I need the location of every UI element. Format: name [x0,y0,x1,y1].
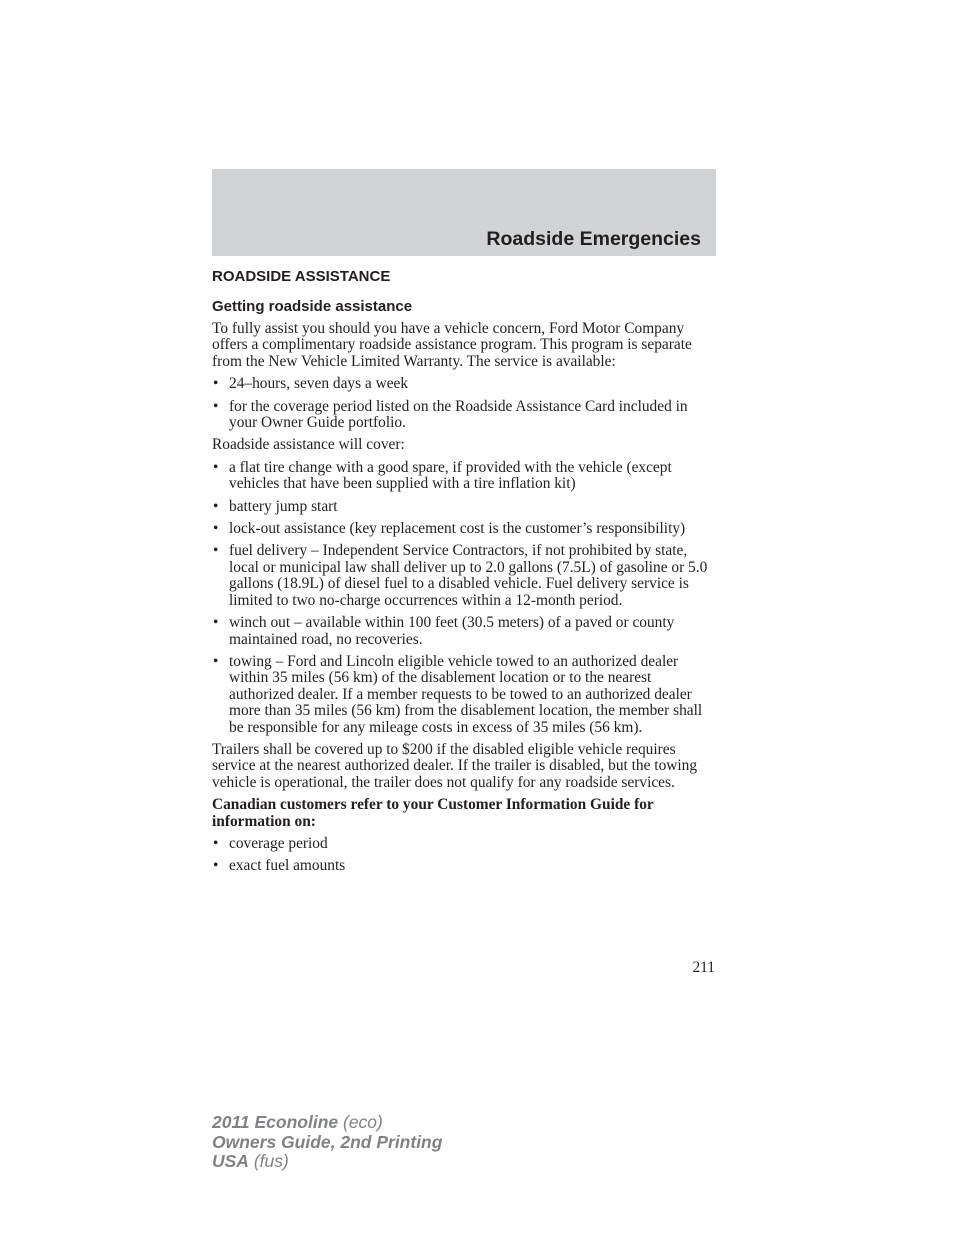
intro-paragraph: To fully assist you should you have a vehicle concern, Ford Motor Company offers a complimentary roadside assistance program. This program is separate from the New Vehicle Limited Warranty. The service is available: [212,320,692,370]
availability-list [212,376,718,431]
section-heading: ROADSIDE ASSISTANCE [212,268,391,285]
bullet-icon: • [213,520,219,538]
page-content [212,268,718,881]
list-item: • towing – Ford and Lincoln eligible vehicle towed to an authorized dealer within 35 miles (56 km) of the disablement location or to the nearest authorized dealer. If a member requests to be towed to an authorized dealer more than 35 miles (56 km) from the disablement location, the member shall be responsible for any mileage costs in excess of 35 miles (56 km). [213,652,703,736]
bullet-icon: • [213,614,219,632]
list-item: • for the coverage period listed on the Roadside Assistance Card included in your Owner Guide portfolio. [213,397,688,432]
bullet-icon: • [213,397,219,415]
document-footer [212,1113,442,1172]
list-item: • 24–hours, seven days a week [213,375,409,393]
list-item: • coverage period [213,834,328,852]
list-item: • battery jump start [213,497,338,515]
bullet-icon: • [213,542,219,560]
list-item: • lock-out assistance (key replacement cost is the customer’s responsibility) [213,520,686,538]
bullet-icon: • [213,834,219,852]
list-item: • fuel delivery – Independent Service Contractors, if not prohibited by state, local or municipal law shall deliver up to 2.0 gallons (7.5L) of gasoline or 5.0 gallons (18.9L) of diesel fuel to a disabled vehicle. Fuel delivery service is limited to two no-charge occurrences within a 12-month period. [213,542,708,609]
sub-heading: Getting roadside assistance [212,298,413,315]
cover-intro: Roadside assistance will cover: [212,436,405,454]
bullet-icon: • [213,857,219,875]
list-item: • a flat tire change with a good spare, if provided with the vehicle (except vehicles that have been supplied with a tire inflation kit) [213,458,672,493]
bullet-icon: • [213,497,219,515]
trailers-paragraph: Trailers shall be covered up to $200 if the disabled eligible vehicle requires service at the nearest authorized dealer. If the trailer is disabled, but the towing vehicle is operational, the trailer does not qualify for any roadside services. [212,740,698,791]
list-item: • winch out – available within 100 feet (30.5 meters) of a paved or county maintained road, no recoveries. [213,614,675,648]
canadian-list [212,836,718,875]
footer-line-model: 2011 Econoline (eco) [212,1112,383,1132]
canadian-note: Canadian customers refer to your Customer Information Guide for information on: [212,796,654,830]
bullet-icon: • [213,458,219,476]
footer-line-printing: Owners Guide, 2nd Printing [212,1131,443,1152]
page-number: 211 [692,959,715,976]
bullet-icon: • [213,375,219,393]
chapter-title: Roadside Emergencies [486,228,701,250]
cover-list [212,460,718,736]
footer-line-region: USA (fus) [212,1151,289,1171]
bullet-icon: • [213,652,219,670]
list-item: • exact fuel amounts [213,857,346,875]
chapter-header-band [212,169,716,256]
